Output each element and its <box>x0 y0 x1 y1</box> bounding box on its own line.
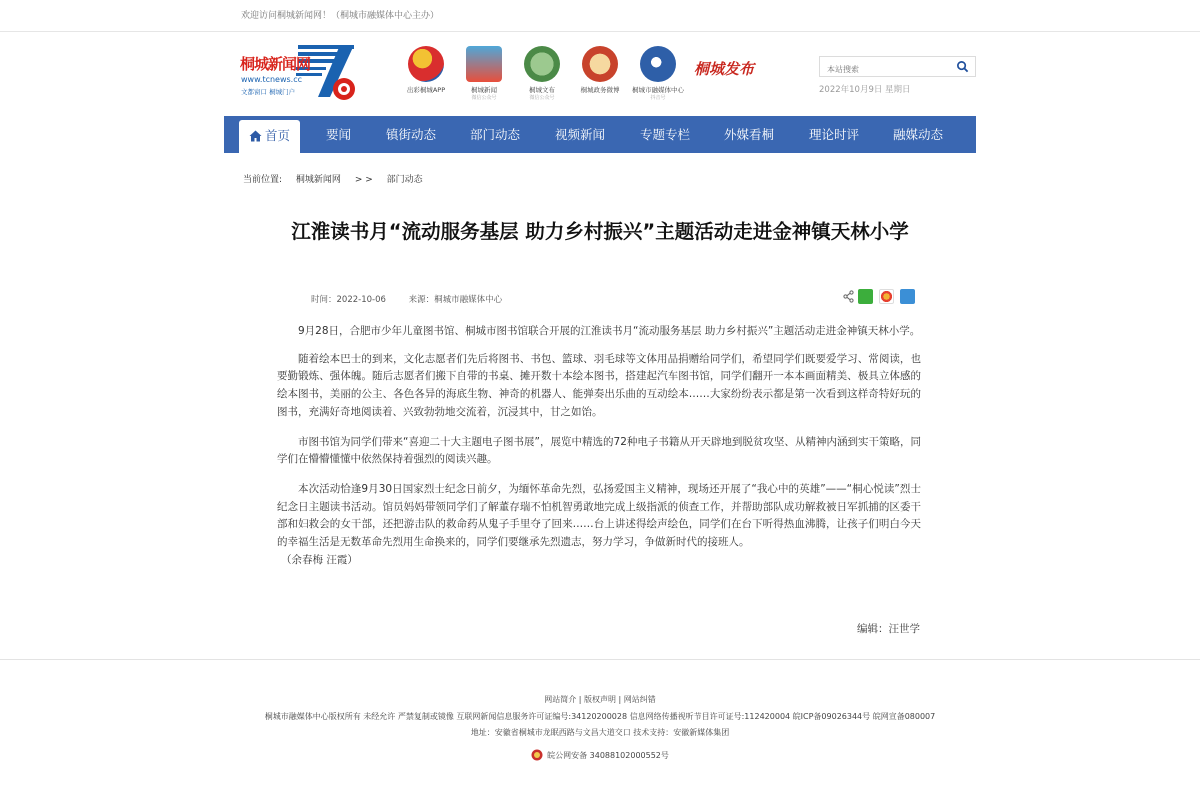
nav-item-waimei[interactable]: 外媒看桐 <box>724 127 775 142</box>
article-source: 来源：桐城市融媒体中心 <box>408 295 503 305</box>
search-input[interactable] <box>820 60 945 79</box>
police-badge-icon <box>531 749 543 761</box>
article-signature: （余春梅 汪霞） <box>281 553 358 566</box>
footer-police-record[interactable]: 皖公网安备 34088102000552号 <box>0 749 1200 761</box>
app-link-wechat-news[interactable]: 桐城新闻 微信公众号 <box>456 46 512 101</box>
site-header <box>0 32 1200 116</box>
site-logo[interactable] <box>240 41 360 101</box>
article-paragraph: 本次活动恰逢9月30日国家烈士纪念日前夕，为缅怀革命先烈，弘扬爱国主义精神，现场还开展了“我心中的英雄”——“桐心悦读”烈士纪念日主题读书活动。馆员妈妈带领同学们了解董存瑞不怕机智勇敢地完成上级指派的侦查工作，并帮助部队成功解救被日军抓捕的区委干部和妇救会的女干部，还把游击队的救命药从鬼子手里夺了回来……台上讲述得绘声绘色，同学们在台下听得热血沸腾，让孩子们明白今天的幸福生活是无数革命先烈用生命换来的，同学们要继承先烈遗志，努力学习，争做新时代的接班人。 <box>277 482 921 549</box>
wechat-news-icon <box>466 46 502 82</box>
weibo-icon <box>582 46 618 82</box>
article-title: 江淮读书月“流动服务基层 助力乡村振兴”主题活动走进金神镇天林小学 <box>291 220 909 243</box>
logo-slogan: 文都窗口 桐城门户 <box>241 88 296 96</box>
breadcrumb-label: 当前位置: <box>243 175 283 185</box>
nav-item-yaowen[interactable]: 要闻 <box>326 127 352 142</box>
footer-links[interactable]: 网站简介 | 版权声明 | 网站纠错 <box>544 695 656 704</box>
nav-item-rongmei[interactable]: 融媒动态 <box>893 127 944 142</box>
share-icon <box>843 289 854 304</box>
article-paragraph: 9月28日，合肥市少年儿童图书馆、桐城市图书馆联合开展的江淮读书月“流动服务基层 助力乡村振兴”主题活动走进金神镇天林小学。 <box>298 325 921 337</box>
nav-item-shipin[interactable]: 视频新闻 <box>555 127 606 142</box>
calligraphy-logo[interactable]: 桐城发布 <box>694 60 755 78</box>
douyin-icon <box>640 46 676 82</box>
breadcrumb-site-link[interactable]: 桐城新闻网 <box>295 175 341 185</box>
welcome-text: 欢迎访问桐城新闻网！（桐城市融媒体中心主办） <box>241 11 440 21</box>
site-footer <box>0 659 1200 810</box>
article-paragraph: 市图书馆为同学们带来“喜迎二十大主题电子图书展”，展览中精选的72种电子书籍从开天辟地到脱贫攻坚、从精神内涵到实干策略，同学们在懵懵懂懂中依然保持着强烈的阅读兴趣。 <box>277 435 921 466</box>
search-icon[interactable] <box>956 60 969 73</box>
home-icon <box>249 130 262 142</box>
nav-home[interactable]: 首页 <box>239 120 300 153</box>
qq-share-icon[interactable] <box>900 289 915 304</box>
search-box <box>819 56 976 77</box>
app-link-chucai[interactable]: 出彩桐城APP <box>398 46 454 94</box>
breadcrumb <box>243 172 434 185</box>
current-date: 2022年10月9日 星期日 <box>819 85 911 95</box>
logo-url: www.tcnews.cc <box>241 75 303 84</box>
article-body <box>277 323 921 581</box>
app-link-weibo[interactable]: 桐城政务微博 <box>572 46 628 94</box>
tongcheng-wenbu-icon <box>524 46 560 82</box>
nav-item-bumen[interactable]: 部门动态 <box>470 127 521 142</box>
app-link-wenbu[interactable]: 桐城文布 微信公众号 <box>514 46 570 101</box>
main-nav <box>224 116 976 153</box>
top-bar <box>0 0 1200 32</box>
nav-item-zhuanti[interactable]: 专题专栏 <box>640 127 691 142</box>
nav-item-lilun[interactable]: 理论时评 <box>809 127 860 142</box>
article-meta <box>311 293 522 305</box>
article-editor: 编辑：汪世学 <box>857 623 920 635</box>
article-paragraph: 随着绘本巴士的到来，文化志愿者们先后将图书、书包、篮球、羽毛球等文体用品捐赠给同学们，希望同学们既要爱学习、常阅读，也要勤锻炼、强体魄。随后志愿者们搬下自带的书桌、摊开数十本绘本图书，搭建起汽车图书馆，同学们翻开一本本画面精美、极具立体感的绘本图书，美丽的公主、各色各异的海底生物、神奇的机器人、能弹奏出乐曲的互动绘本……大家纷纷表示都是第一次看到这样奇特好玩的图书，充满好奇地阅读着、兴致勃勃地交流着，沉浸其中，甘之如饴。 <box>277 352 921 418</box>
nav-item-zhenjie[interactable]: 镇街动态 <box>386 127 437 142</box>
footer-copyright: 桐城市融媒体中心版权所有 未经允许 严禁复制或镜像 互联网新闻信息服务许可证编号:34120200028 信息网络传播视听节目许可证号:112420004 皖ICP备09026344号 皖网宣备080007 <box>264 712 936 721</box>
breadcrumb-separator: > > <box>354 175 373 185</box>
app-logo-icon <box>408 46 444 82</box>
article-time: 时间：2022-10-06 <box>311 295 386 305</box>
footer-address: 地址：安徽省桐城市龙眠西路与文昌大道交口 技术支持：安徽新媒体集团 <box>470 728 730 737</box>
wechat-share-icon[interactable] <box>858 289 873 304</box>
app-link-douyin[interactable]: 桐城市融媒体中心 抖音号 <box>630 46 686 101</box>
logo-title: 桐城新闻网 <box>240 55 311 73</box>
weibo-share-icon[interactable] <box>879 289 894 304</box>
breadcrumb-section-link[interactable]: 部门动态 <box>386 175 423 185</box>
